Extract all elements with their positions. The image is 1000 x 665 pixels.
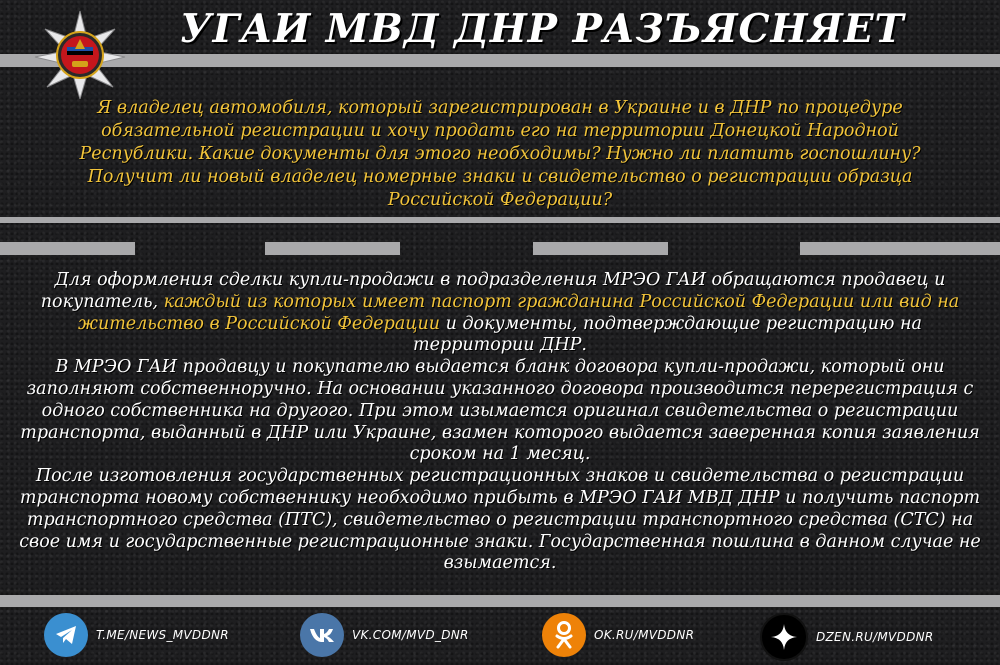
footer-social-links xyxy=(0,603,1000,665)
road-stripe-top xyxy=(0,54,1000,67)
question-text: Я владелец автомобиля, который зарегистрирован в Украине и в ДНР по процедуре обязательной регистрации и хочу продать его на территории Донецкой Народной Республики. Какие документы для этого необходимы? Нужно ли платить госпошлину? Получит ли новый владелец номерные знаки и свидетельство о регистрации образца Российской Федерации? xyxy=(79,98,921,210)
vk-icon xyxy=(300,613,344,657)
vk-label: VK.COM/MVD_DNR xyxy=(352,628,469,642)
road-dash-3 xyxy=(533,242,668,255)
ok-label: OK.RU/MVDDNR xyxy=(594,628,695,642)
answer-p2: В МРЭО ГАИ продавцу и покупателю выдается бланк договора купли-продажи, который они заполняют собственноручно. На основании указанного договора производится перерегистрация с одного собственника на другого. При этом изымается оригинал свидетельства о регистрации транспорта, выданный в ДНР или Украине, взамен которого выдается заверенная копия заявления сроком на 1 месяц. xyxy=(20,357,980,465)
road-stripe-mid xyxy=(0,217,1000,223)
telegram-label: T.ME/NEWS_MVDDNR xyxy=(96,628,229,642)
dzen-label: DZEN.RU/MVDDNR xyxy=(816,630,934,644)
answer-p3: После изготовления государственных регистрационных знаков и свидетельства о регистрации транспорта новому собственнику необходимо прибыть в МРЭО ГАИ МВД ДНР и получить паспорт транспортного средства (ПТС), свидетельство о регистрации транспортного средства (СТС) на свое имя и государственные регистрационные знаки. Государственная пошлина в данном случае не взымается. xyxy=(19,466,981,574)
road-dash-1 xyxy=(0,242,135,255)
page-title: УГАИ МВД ДНР РАЗЪЯСНЯЕТ xyxy=(180,6,905,52)
social-link-telegram[interactable] xyxy=(44,613,229,657)
answer-p1-highlight: каждый из которых имеет паспорт гражданина Российской Федерации или вид на жительство в Российской Федерации xyxy=(78,291,960,334)
answer-p1-end: и документы, подтверждающие регистрацию на территории ДНР. xyxy=(413,313,922,356)
social-link-vk[interactable] xyxy=(300,613,469,657)
dzen-icon xyxy=(760,613,808,661)
social-link-ok[interactable] xyxy=(542,613,694,657)
telegram-icon xyxy=(44,613,88,657)
social-link-dzen[interactable] xyxy=(760,613,934,661)
answer-text xyxy=(15,270,985,575)
road-dash-4 xyxy=(800,242,1000,255)
answer-p1-start: Для оформления сделки купли-продажи в подразделения МРЭО ГАИ обращаются продавец и покупатель, xyxy=(40,270,946,312)
odnoklassniki-icon xyxy=(542,613,586,657)
road-dash-2 xyxy=(265,242,400,255)
traffic-police-emblem-icon xyxy=(25,9,135,99)
